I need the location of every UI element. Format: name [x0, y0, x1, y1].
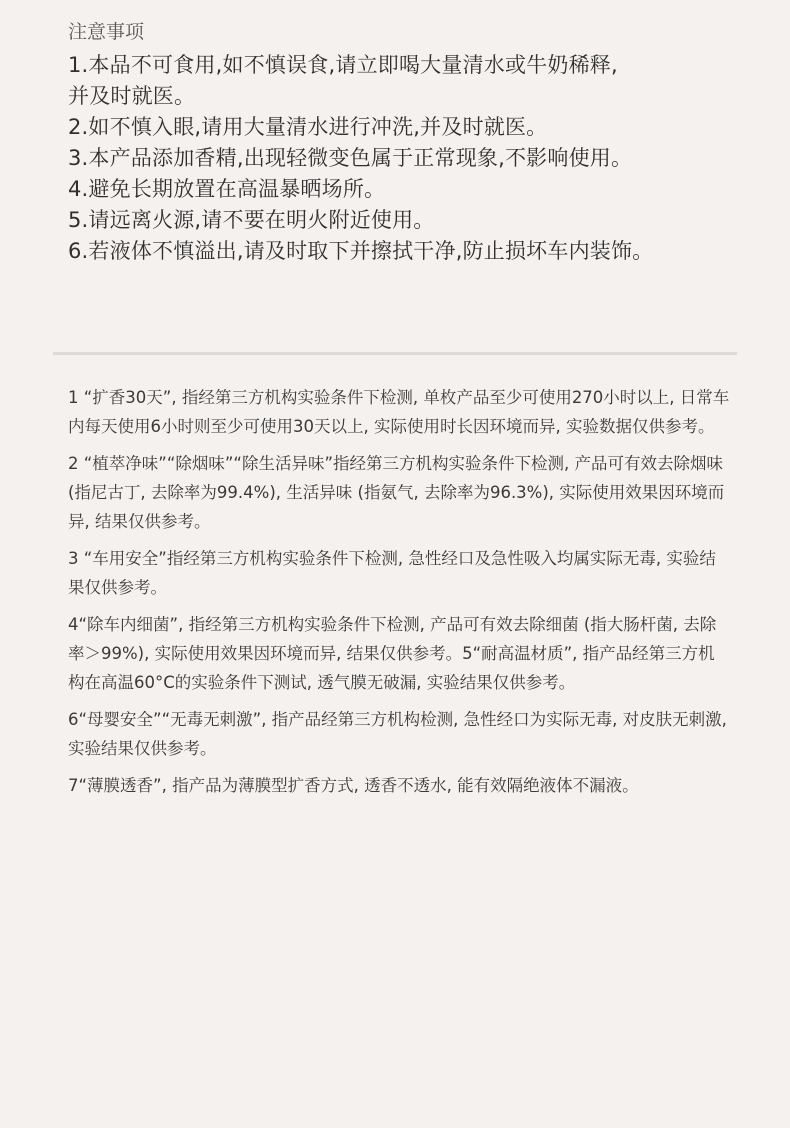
notice-item: 5.请远离火源,请不要在明火附近使用。: [68, 208, 435, 232]
notice-title: 注意事项: [68, 21, 145, 43]
section-divider: [53, 352, 737, 355]
notice-item: 4.避免长期放置在高温暴晒场所。: [68, 177, 386, 201]
footnote: 2 “植萃净味”“除烟味”“除生活异味”指经第三方机构实验条件下检测, 产品可有效去除烟味 (指尼古丁, 去除率为99.4%), 生活异味 (指氨气, 去除率为96.3%), 实际使用效果因环境而异, 结果仅供参考。: [68, 454, 725, 531]
footnote: 4“除车内细菌”, 指经第三方机构实验条件下检测, 产品可有效去除细菌 (指大肠杆菌, 去除率＞99%), 实际使用效果因环境而异, 结果仅供参考。5“耐高温材质”, 指产品经第三方机构在高温60°C的实验条件下测试, 透气膜无破漏, 实验结果仅供参考。: [68, 615, 717, 692]
notice-item: 3.本产品添加香精,出现轻微变色属于正常现象,不影响使用。: [68, 146, 633, 170]
footnote: 1 “扩香30天”, 指经第三方机构实验条件下检测, 单枚产品至少可使用270小时以上, 日常车内每天使用6小时则至少可使用30天以上, 实际使用时长因环境而异, 实验数据仅供参考。: [68, 388, 730, 436]
footnote: 7“薄膜透香”, 指产品为薄膜型扩香方式, 透香不透水, 能有效隔绝液体不漏液。: [68, 776, 639, 795]
notice-item: 1.本品不可食用,如不慎误食,请立即喝大量清水或牛奶稀释,: [68, 53, 618, 77]
footnotes-section: [68, 383, 730, 808]
notice-item: 6.若液体不慎溢出,请及时取下并擦拭干净,防止损坏车内装饰。: [68, 239, 654, 263]
footnote: 3 “车用安全”指经第三方机构实验条件下检测, 急性经口及急性吸入均属实际无毒, 实验结果仅供参考。: [68, 549, 716, 597]
notice-item: 2.如不慎入眼,请用大量清水进行冲洗,并及时就医。: [68, 115, 548, 139]
notice-section: [68, 18, 758, 267]
notice-item: 并及时就医。: [68, 84, 196, 108]
footnote: 6“母婴安全”“无毒无刺激”, 指产品经第三方机构检测, 急性经口为实际无毒, 对皮肤无刺激, 实验结果仅供参考。: [68, 710, 727, 758]
